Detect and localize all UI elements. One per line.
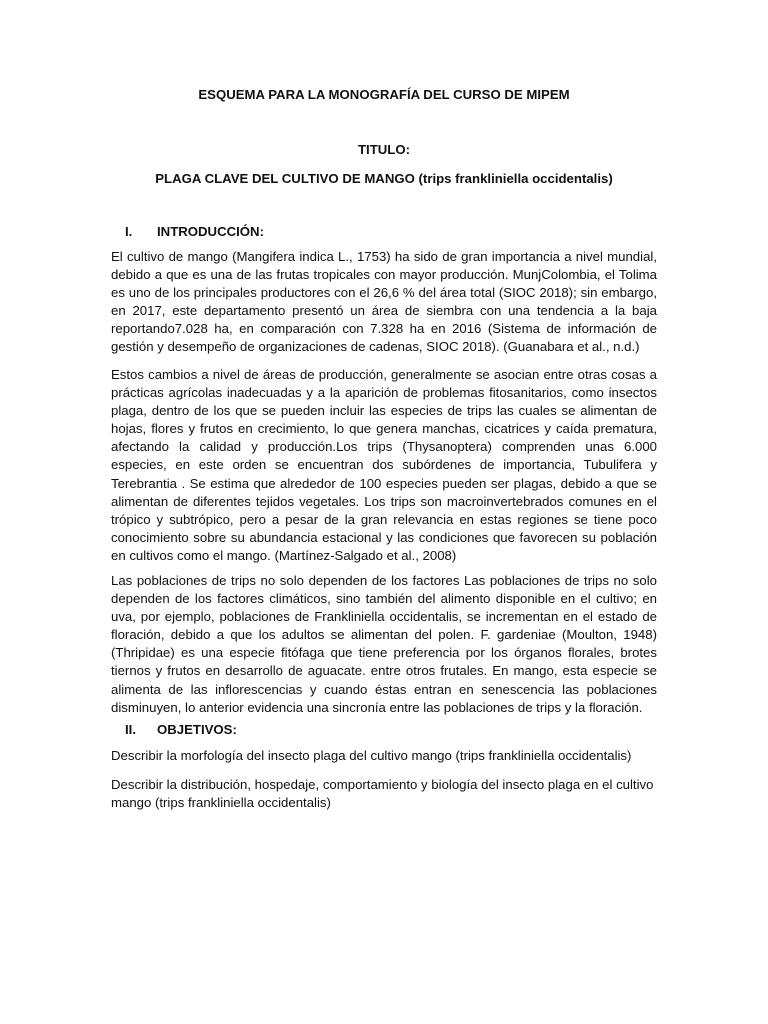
- document-header: ESQUEMA PARA LA MONOGRAFÍA DEL CURSO DE MIPEM: [198, 87, 570, 102]
- section-title: INTRODUCCIÓN:: [157, 224, 264, 239]
- document-title: PLAGA CLAVE DEL CULTIVO DE MANGO (trips frankliniella occidentalis): [155, 171, 613, 186]
- intro-paragraph-1: El cultivo de mango (Mangifera indica L., 1753) ha sido de gran importancia a nivel mundial, debido a que es una de las frutas tropicales con mayor producción. MunjColombia, el Tolima es uno de los principales productores con el 26,6 % del área total (SIOC 2018); sin embargo, en 2017, este departamento presentó un área de siembra con una tendencia a la baja reportando7.028 ha, en comparación con 7.328 ha en 2016 (Sistema de información de gestión y desempeño de organizaciones de cadenas, SIOC 2018). (Guanabara et al., n.d.): [111, 249, 657, 355]
- intro-paragraph-2: Estos cambios a nivel de áreas de producción, generalmente se asocian entre otras cosas a prácticas agrícolas inadecuadas y a la aparición de problemas fitosanitarios, como insectos plaga, dentro de los que se pueden incluir las especies de trips las cuales se alimentan de hojas, flores y frutos en crecimiento, lo que genera manchas, cicatrices y caída prematura, afectando la calidad y producción.Los trips (Thysanoptera) comprenden unas 6.000 especies, en este orden se encuentran dos subórdenes de importancia, Tubulifera y Terebrantia . Se estima que alrededor de 100 especies pueden ser plagas, debido a que se alimentan de diferentes tejidos vegetales. Los trips son macroinvertebrados comunes en el trópico y subtrópico, pero a pesar de la gran relevancia en estas regiones se tiene poco conocimiento sobre su abundancia estacional y las condiciones que favorecen su población en cultivos como el mango. (Martínez-Salgado et al., 2008): [111, 367, 657, 563]
- section-heading-introduccion: [125, 223, 264, 240]
- section-number: I.: [125, 224, 133, 239]
- intro-paragraph-3: Las poblaciones de trips no solo dependen de los factores Las poblaciones de trips no solo dependen de los factores climáticos, sino también del alimento disponible en el cultivo; en uva, por ejemplo, poblaciones de Frankliniella occidentalis, se incrementan en el estado de floración, debido a que los adultos se alimentan del polen. F. gardeniae (Moulton, 1948) (Thripidae) es una especie fitófaga que tiene preferencia por los órganos florales, brotes tiernos y frutos en desarrollo de aguacate. entre otros frutales. En mango, esta especie se alimenta de las inflorescencias y cuando éstas entran en senescencia las poblaciones disminuyen, lo anterior evidencia una sincronía entre las poblaciones de trips y la floración.: [111, 573, 657, 715]
- section-title: OBJETIVOS:: [157, 722, 237, 737]
- section-number: II.: [125, 722, 136, 737]
- section-heading-objetivos: [125, 721, 237, 738]
- title-label: TITULO:: [357, 142, 410, 157]
- objective-item-1: Describir la morfología del insecto plaga del cultivo mango (trips frankliniella occidentalis): [111, 748, 632, 763]
- objective-item-2: Describir la distribución, hospedaje, comportamiento y biología del insecto plaga en el cultivo mango (trips frankliniella occidentalis): [111, 777, 654, 811]
